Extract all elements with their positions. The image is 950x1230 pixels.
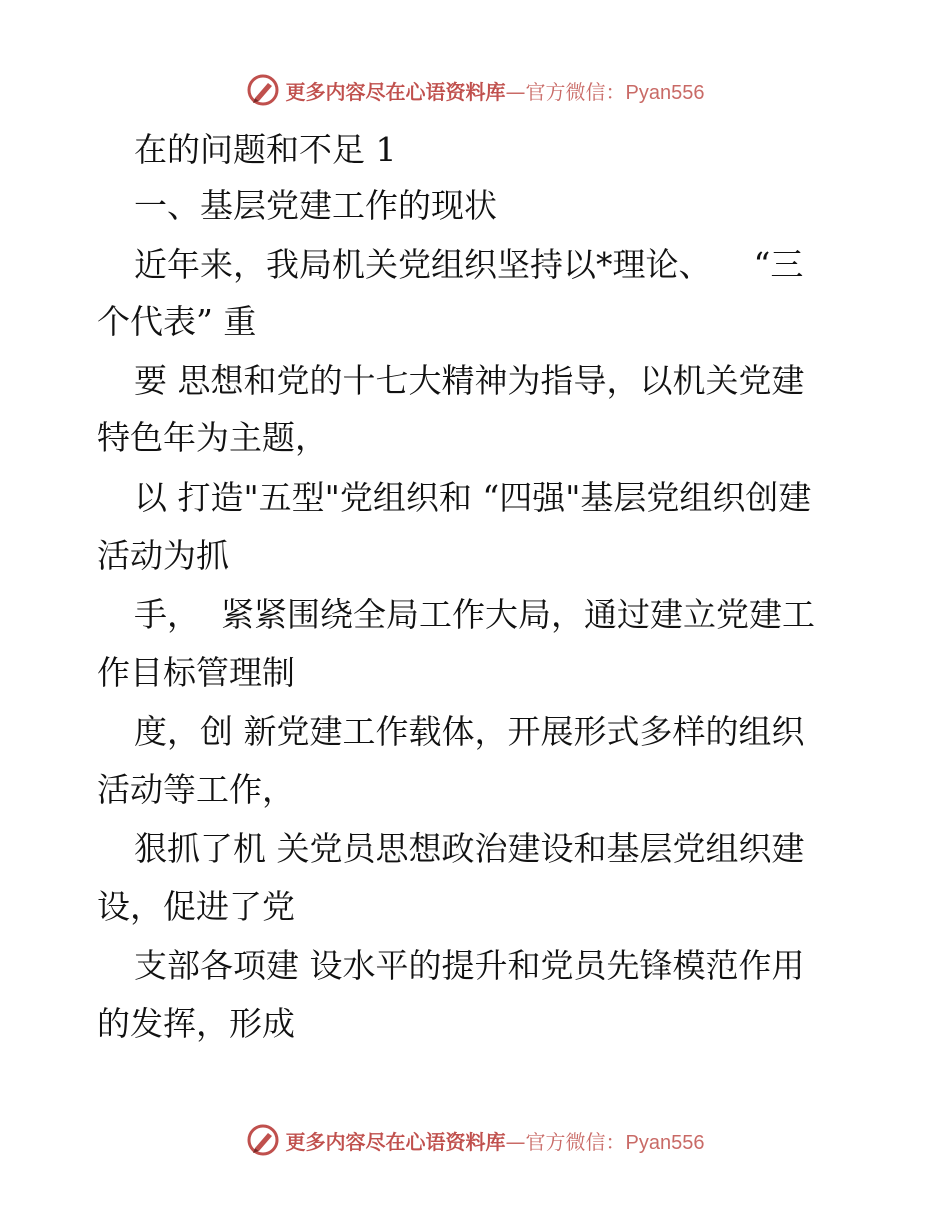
text-line: 作目标管理制 <box>97 653 295 692</box>
banner-wechat-label: 官方微信： <box>525 1129 626 1154</box>
banner-main-text: 更多内容尽在心语资料库 <box>285 1129 506 1154</box>
banner-text <box>286 76 705 105</box>
banner-wechat-label: 官方微信： <box>525 79 626 104</box>
text-line: 度，创 新党建工作载体，开展形式多样的组织 <box>134 712 805 751</box>
banner-text <box>286 1126 705 1155</box>
text-line: 特色年为主题， <box>97 418 328 457</box>
banner-wechat-id: Pyan556 <box>625 81 705 104</box>
banner-main-text: 更多内容尽在心语资料库 <box>285 79 506 104</box>
pen-logo-icon <box>246 1123 280 1157</box>
text-line: 支部各项建 设水平的提升和党员先锋模范作用 <box>134 946 805 985</box>
pen-logo-icon <box>246 73 280 107</box>
text-line: 在的问题和不足 1 <box>134 130 397 169</box>
text-line: 手， 紧紧围绕全局工作大局，通过建立党建工 <box>134 595 815 634</box>
text-line: 活动为抓 <box>97 536 229 575</box>
text-line: 狠抓了机 关党员思想政治建设和基层党组织建 <box>134 829 805 868</box>
text-line: 以 打造"五型"党组织和 “四强"基层党组织创建 <box>134 478 812 517</box>
header-banner <box>0 70 950 110</box>
text-line: 个代表” 重 <box>97 302 257 341</box>
text-line: 活动等工作， <box>97 770 295 809</box>
banner-separator: — <box>505 1129 526 1154</box>
text-line: 一、基层党建工作的现状 <box>134 186 497 225</box>
banner-separator: — <box>505 79 526 104</box>
text-line: 近年来，我局机关党组织坚持以*理论、 “三 <box>134 245 804 284</box>
banner-wechat-id: Pyan556 <box>625 1131 705 1154</box>
text-line: 的发挥，形成 <box>97 1004 295 1043</box>
footer-banner <box>0 1120 950 1160</box>
text-line: 设，促进了党 <box>97 887 295 926</box>
text-line: 要 思想和党的十七大精神为指导，以机关党建 <box>134 361 805 400</box>
